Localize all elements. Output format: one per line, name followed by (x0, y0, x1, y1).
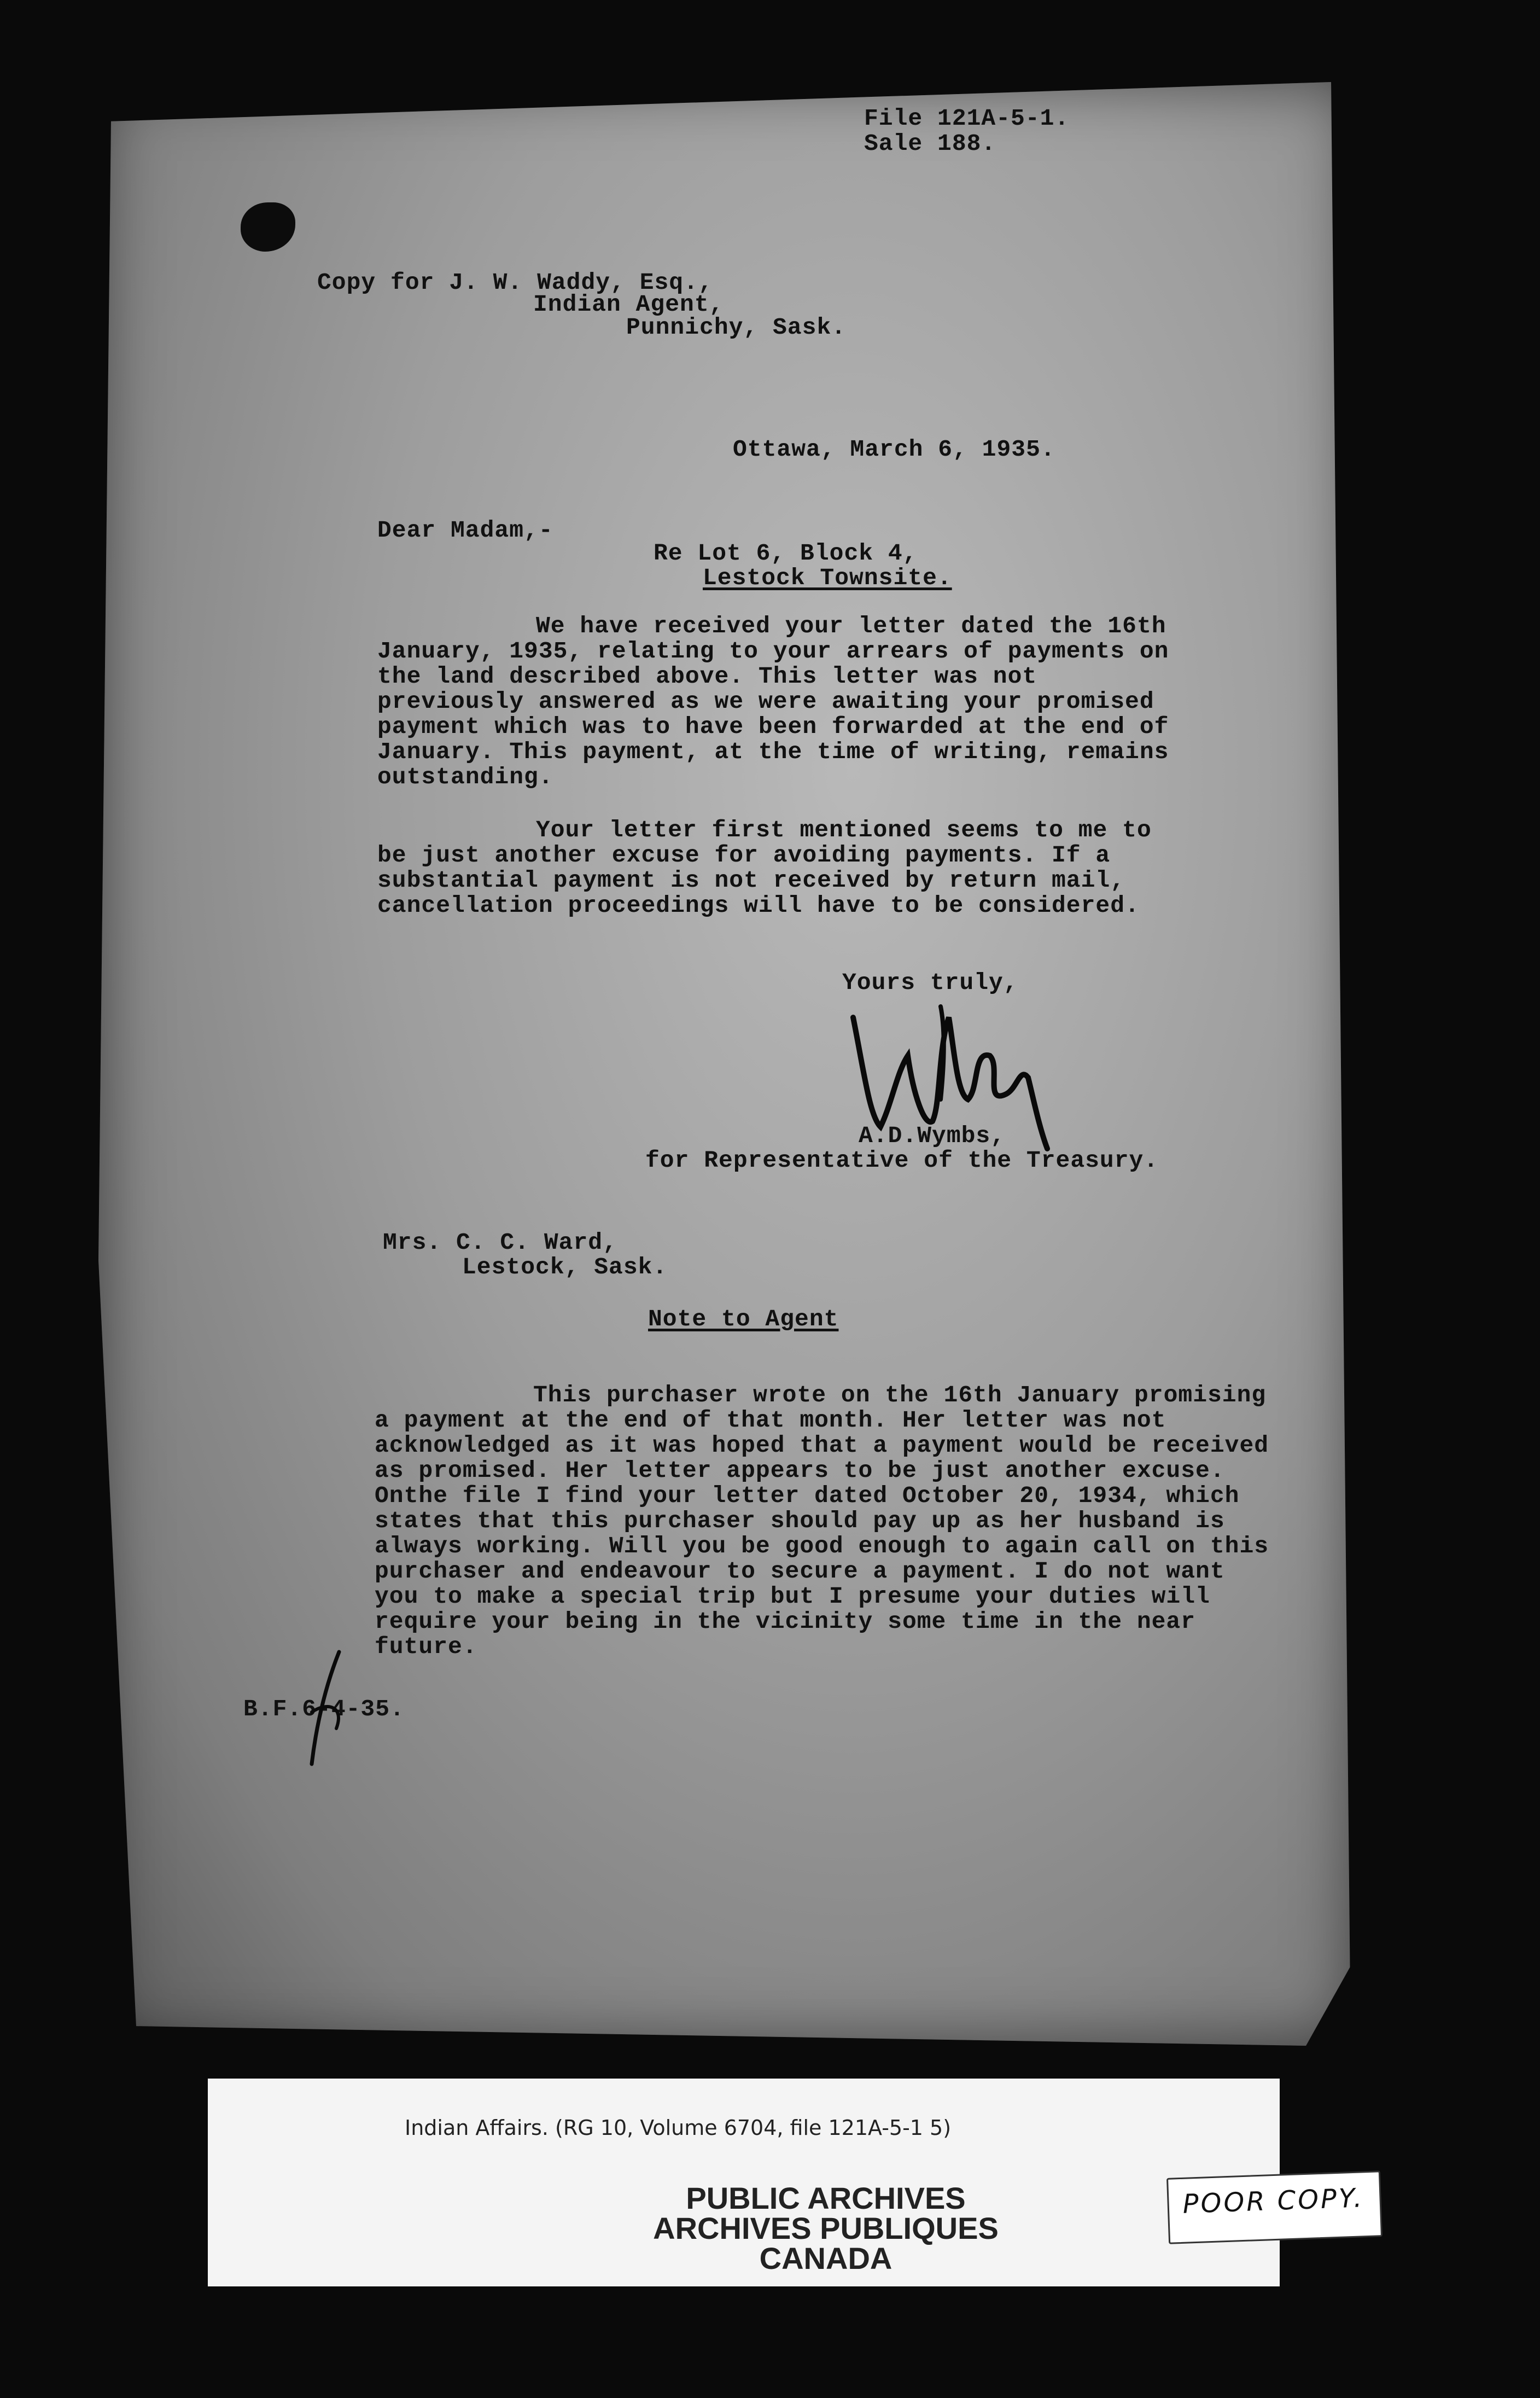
note-body: This purchaser wrote on the 16th January promising a payment at the end of that month. Her letter was not acknowledged as it was hoped that a payment would be received as promised. Her letter appears to be just another excuse. Onthe file I find your letter dated October 20, 1934, which states that this purchaser should pay up as her husband is always working. Will you be good enough to again call on this purchaser and endeavour to secure a payment. I do not want you to make a special trip but I presume your duties will require your being in the vicinity some time in the near future. (375, 1382, 1269, 1660)
recipient-name: Mrs. C. C. Ward, (383, 1229, 617, 1256)
subject-line: Re Lot 6, Block 4, (654, 540, 918, 567)
salutation: Dear Madam,- (377, 517, 553, 544)
recipient-place: Lestock, Sask. (462, 1254, 668, 1281)
body-paragraph-2: Your letter first mentioned seems to me to be just another excuse for avoiding payments. If a substantial payment is not received by return mail, cancellation proceedings will have to be considered. (377, 817, 1152, 919)
poor-copy-stamp (1166, 2170, 1382, 2244)
signer-title: for Representative of the Treasury. (645, 1147, 1159, 1174)
copy-for-title: Indian Agent, (533, 291, 724, 318)
letter-date: Ottawa, March 6, 1935. (733, 436, 1055, 463)
copy-for-line: Copy for J. W. Waddy, Esq., (317, 269, 713, 296)
archive-name-fr: ARCHIVES PUBLIQUES (653, 2211, 999, 2245)
document-page (98, 82, 1356, 2046)
signer-name: A.D.Wymbs, (859, 1122, 1006, 1149)
handwritten-mark (295, 1646, 361, 1772)
archive-citation: Indian Affairs. (RG 10, Volume 6704, file 121A-5-1 5) (405, 2116, 952, 2140)
note-heading: Note to Agent (648, 1306, 839, 1332)
closing: Yours truly, (842, 969, 1018, 996)
body-paragraph-1: We have received your letter dated the 16th January, 1935, relating to your arrears of payments on the land described above. This letter was not previously answered as we were awaiting your promised payment which was to have been forwarded at the end of January. This payment, at the time of writing, remains outstanding. (377, 613, 1169, 790)
file-reference: File 121A-5-1. (864, 105, 1070, 132)
typist-initials: B.F.6-4-35. (243, 1696, 405, 1722)
copy-for-place: Punnichy, Sask. (626, 314, 847, 341)
sale-reference: Sale 188. (864, 130, 996, 157)
poor-copy-text: POOR COPY. (1182, 2182, 1365, 2220)
subject-location: Lestock Townsite. (703, 564, 952, 591)
archive-country: CANADA (759, 2241, 892, 2275)
archive-name-en: PUBLIC ARCHIVES (686, 2181, 966, 2215)
